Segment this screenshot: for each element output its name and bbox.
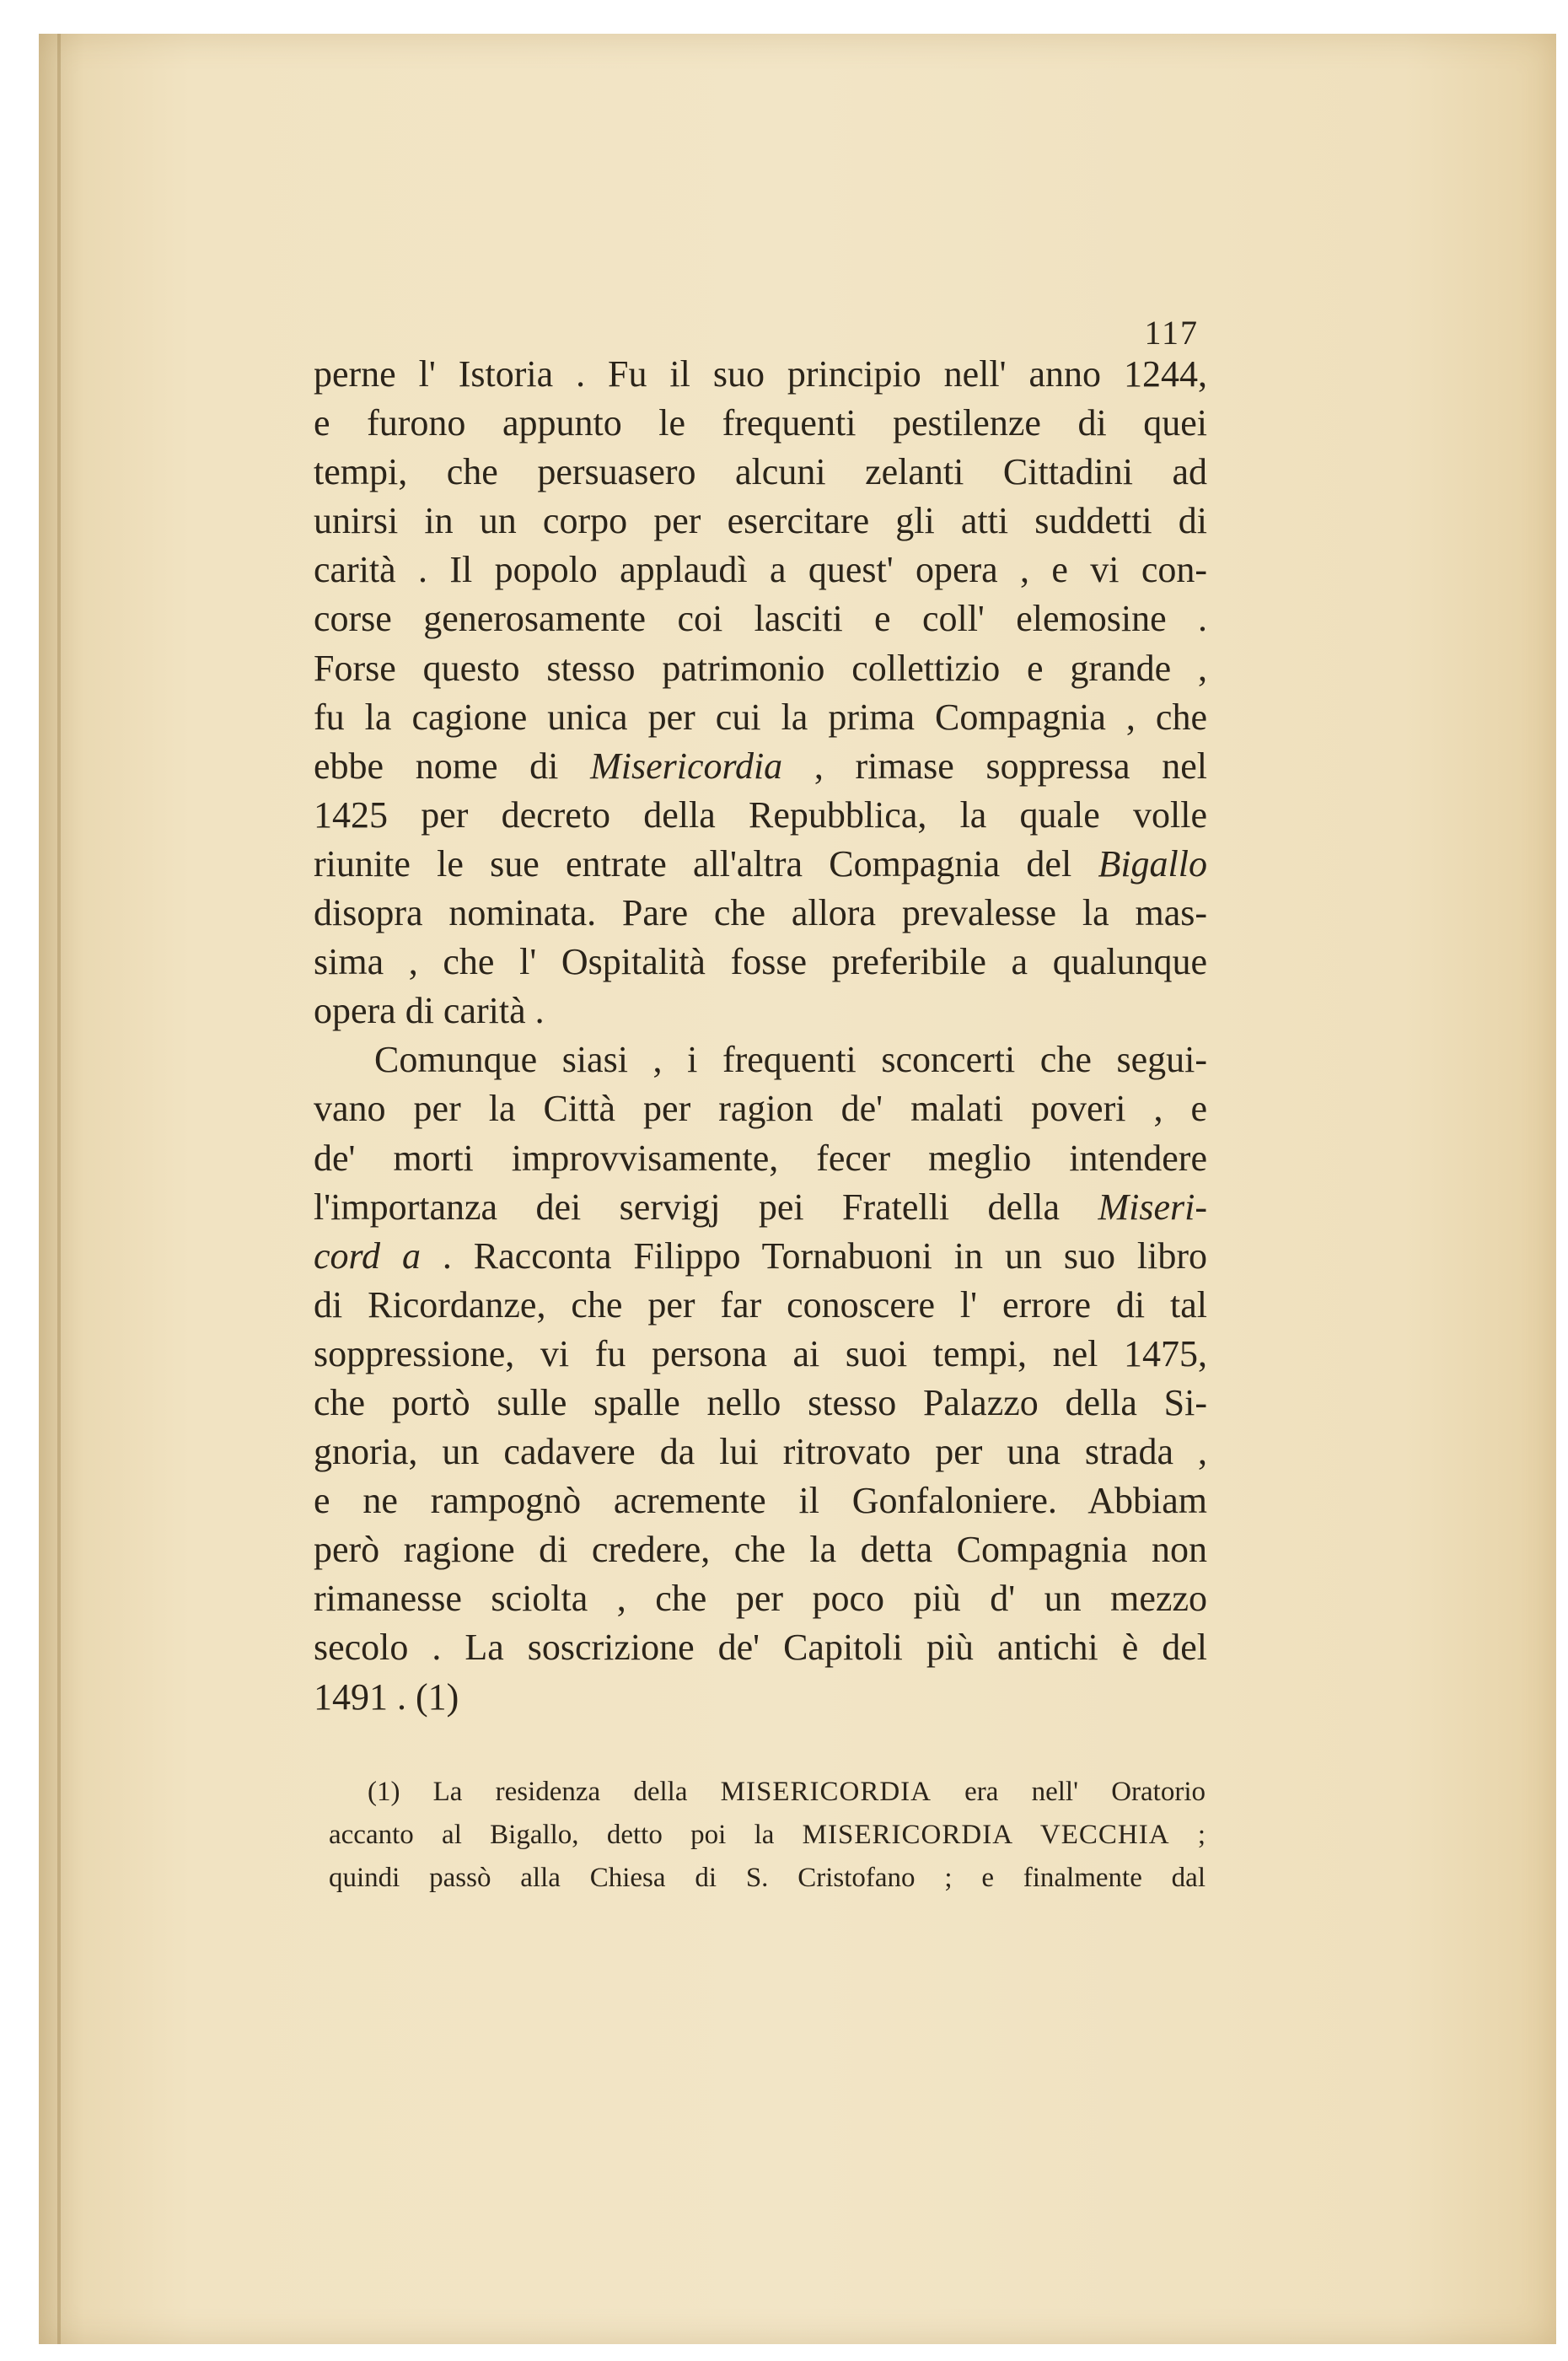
body-line bbox=[314, 594, 1207, 643]
body-line bbox=[314, 1281, 1207, 1330]
body-line bbox=[314, 742, 1207, 791]
text-run: soppressione, vi fu persona ai suoi tempi, nel 1475, bbox=[314, 1332, 1207, 1374]
footnote-line bbox=[329, 1857, 1206, 1900]
text-run: riunite le sue entrate all'altra Compagnia del bbox=[314, 842, 1098, 885]
text-run: fu la cagione unica per cui la prima Compagnia , che bbox=[314, 696, 1207, 738]
body-line bbox=[314, 1183, 1207, 1232]
text-run: , rimase soppressa nel bbox=[782, 745, 1207, 787]
text-run: (1) La residenza della bbox=[368, 1777, 721, 1807]
binding-fold bbox=[57, 34, 61, 2344]
text-run: e ne rampognò acremente il Gonfaloniere. Abbiam bbox=[314, 1480, 1207, 1522]
text-run: l'importanza dei servigj pei Fratelli della bbox=[314, 1186, 1098, 1228]
body-line bbox=[314, 1330, 1207, 1379]
body-line bbox=[314, 889, 1207, 938]
text-run: Comunque siasi , i frequenti sconcerti che segui- bbox=[374, 1039, 1207, 1081]
text-run: ebbe nome di bbox=[314, 745, 591, 787]
body-line bbox=[314, 1232, 1207, 1281]
body-line bbox=[314, 399, 1207, 448]
text-run: sima , che l' Ospitalità fosse preferibile a qualunque bbox=[314, 941, 1207, 983]
text-run: che portò sulle spalle nello stesso Palazzo della Si- bbox=[314, 1381, 1207, 1423]
text-run: 1491 . (1) bbox=[314, 1675, 459, 1718]
text-run: 1425 per decreto della Repubblica, la quale volle bbox=[314, 793, 1207, 836]
text-run: corse generosamente coi lasciti e coll' elemosine . bbox=[314, 598, 1207, 640]
footnote-line bbox=[329, 1814, 1206, 1857]
body-line bbox=[314, 1035, 1207, 1084]
text-run: secolo . La soscrizione de' Capitoli più antichi è del bbox=[314, 1627, 1207, 1669]
footnote-line bbox=[329, 1771, 1206, 1814]
small-caps-text: MISERICORDIA bbox=[720, 1777, 932, 1807]
text-run: ; bbox=[1169, 1820, 1206, 1850]
footnote-block bbox=[329, 1771, 1206, 1900]
page-number: 117 bbox=[1144, 314, 1199, 352]
body-text bbox=[314, 350, 1207, 1722]
text-run: gnoria, un cadavere da lui ritrovato per una strada , bbox=[314, 1431, 1207, 1473]
main-text-block bbox=[314, 316, 1207, 1722]
text-run: rimanesse sciolta , che per poco più d' un mezzo bbox=[314, 1578, 1207, 1620]
body-line bbox=[314, 644, 1207, 693]
text-run: carità . Il popolo applaudì a quest' opera , e vi con- bbox=[314, 549, 1207, 591]
body-line bbox=[314, 448, 1207, 497]
body-line bbox=[314, 1673, 1207, 1722]
italic-text: Misericordia bbox=[590, 745, 783, 787]
body-line bbox=[314, 791, 1207, 840]
text-run: disopra nominata. Pare che allora prevalesse la mas- bbox=[314, 892, 1207, 934]
body-line bbox=[314, 938, 1207, 987]
body-line bbox=[314, 546, 1207, 594]
body-line bbox=[314, 1134, 1207, 1183]
italic-text: cord a bbox=[314, 1234, 421, 1277]
body-line bbox=[314, 497, 1207, 546]
body-line bbox=[314, 1428, 1207, 1476]
text-run: e furono appunto le frequenti pestilenze di quei bbox=[314, 402, 1207, 444]
text-run: . Racconta Filippo Tornabuoni in un suo libro bbox=[420, 1234, 1207, 1277]
body-line bbox=[314, 1574, 1207, 1623]
text-run: vano per la Città per ragion de' malati poveri , e bbox=[314, 1088, 1207, 1130]
body-line bbox=[314, 693, 1207, 742]
body-line bbox=[314, 987, 1207, 1035]
body-line bbox=[314, 350, 1207, 399]
body-line bbox=[314, 840, 1207, 889]
text-run: accanto al Bigallo, detto poi la bbox=[329, 1820, 803, 1850]
small-caps-text: MISERICORDIA VECCHIA bbox=[802, 1820, 1170, 1850]
italic-text: Miseri- bbox=[1098, 1186, 1207, 1228]
body-line bbox=[314, 1525, 1207, 1574]
body-line bbox=[314, 1476, 1207, 1525]
text-run: de' morti improvvisamente, fecer meglio intendere bbox=[314, 1137, 1207, 1179]
text-run: di Ricordanze, che per far conoscere l' errore di tal bbox=[314, 1283, 1207, 1326]
italic-text: Bigallo bbox=[1098, 842, 1207, 885]
text-run: però ragione di credere, che la detta Compagnia non bbox=[314, 1529, 1207, 1571]
text-run: quindi passò alla Chiesa di S. Cristofano ; e finalmente dal bbox=[329, 1863, 1206, 1893]
text-run: Forse questo stesso patrimonio collettizio e grande , bbox=[314, 647, 1207, 689]
body-line bbox=[314, 1623, 1207, 1672]
body-line bbox=[314, 1084, 1207, 1133]
text-run: era nell' Oratorio bbox=[932, 1777, 1206, 1807]
text-run: opera di carità . bbox=[314, 990, 545, 1032]
text-run: tempi, che persuasero alcuni zelanti Cittadini ad bbox=[314, 451, 1207, 493]
text-run: perne l' Istoria . Fu il suo principio nell' anno 1244, bbox=[314, 353, 1207, 395]
footnote-text bbox=[329, 1771, 1206, 1900]
text-run: unirsi in un corpo per esercitare gli atti suddetti di bbox=[314, 500, 1207, 542]
body-line bbox=[314, 1379, 1207, 1428]
